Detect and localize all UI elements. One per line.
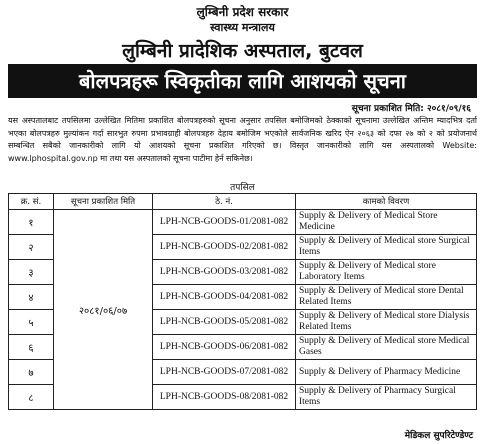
row-contract-number: LPH-NCB-GOODS-07/2081-082: [153, 360, 296, 385]
row-contract-number: LPH-NCB-GOODS-03/2081-082: [153, 260, 296, 285]
row-work-description: Supply & Delivery of Medical store Surgical Items: [296, 235, 477, 260]
row-work-description: Supply & Delivery of Medical Store Medicine: [296, 210, 477, 235]
publication-date: सूचना प्रकाशित मिति: २०८१/०९/१६: [351, 104, 471, 114]
row-work-description: Supply & Delivery of Pharmacy Surgical Items: [296, 385, 477, 410]
row-work-description: Supply & Delivery of Pharmacy Medicine: [296, 360, 477, 385]
signatory-title: मेडिकल सुपरिटेण्डेण्ट: [404, 431, 473, 441]
row-serial-number: ८: [9, 385, 54, 410]
row-work-description: Supply & Delivery of Medical store Medical Gases: [296, 335, 477, 360]
row-contract-number: LPH-NCB-GOODS-06/2081-082: [153, 335, 296, 360]
table-header-row: [9, 194, 477, 210]
row-serial-number: ७: [9, 360, 54, 385]
row-work-description: Supply & Delivery of Medical store Dental Related Items: [296, 285, 477, 310]
bid-table: [8, 193, 477, 410]
row-serial-number: ४: [9, 285, 54, 310]
row-serial-number: २: [9, 235, 54, 260]
header-serial-number: क्र. सं.: [9, 194, 54, 210]
header-work-description: कामको विवरण: [296, 194, 477, 210]
row-serial-number: ६: [9, 335, 54, 360]
row-contract-number: LPH-NCB-GOODS-01/2081-082: [153, 210, 296, 235]
intro-paragraph: यस अस्पतालबाट तपसिलमा उल्लेखित मितिमा प्रकाशित बोलपत्रहरुको सूचना अनुसार तपसिल बमोजिमको ठेक्काको सूचनामा उल्लेखित अन्तिम म्यादभित्र दर्ता भएका बोलपत्रहरु मुल्यांकन गर्दा सारभुत रुपमा प्रभावग्राही बोलपत्रहरु देहाय बमोजिम भएकोले सार्वजनिक खरिद ऐन २०६३ को दफा २७ को २ को प्रयोजनार्थ सम्बन्धित सबैको जानकारीको लागि यो आशयको सूचना प्रकाशित गरिएको छ। विस्तृत जानकारीको लागि यस अस्पतालको Website: www.lphospital.gov.np मा तथा यस अस्पतालको सूचना पाटीमा हेर्न सकिनेछ।: [8, 116, 477, 163]
row-work-description: Supply & Delivery of Medical store Dialysis Related Items: [296, 310, 477, 335]
header-contract-number: ठे. नं.: [153, 194, 296, 210]
row-contract-number: LPH-NCB-GOODS-05/2081-082: [153, 310, 296, 335]
row-serial-number: ३: [9, 260, 54, 285]
row-work-description: Supply & Delivery of Medical store Laboratory Items: [296, 260, 477, 285]
row-contract-number: LPH-NCB-GOODS-08/2081-082: [153, 385, 296, 410]
table-caption: तपसिल: [230, 183, 255, 193]
row-contract-number: LPH-NCB-GOODS-04/2081-082: [153, 285, 296, 310]
hospital-name-heading: लुम्बिनी प्रादेशिक अस्पताल, बुटवल: [122, 40, 363, 62]
notice-title-banner: बोलपत्रहरू स्विकृतीका लागि आशयको सूचना: [8, 64, 477, 98]
table-row: [9, 210, 477, 235]
ministry-heading: स्वास्थ्य मन्त्रालय: [210, 21, 275, 34]
row-contract-number: LPH-NCB-GOODS-02/2081-082: [153, 235, 296, 260]
row-serial-number: १: [9, 210, 54, 235]
province-government-heading: लुम्बिनी प्रदेश सरकार: [196, 5, 289, 19]
row-serial-number: ५: [9, 310, 54, 335]
header-publication-date: सूचना प्रकाशित मिति: [54, 194, 153, 210]
shared-publication-date: २०८१/०६/०७: [54, 210, 153, 410]
